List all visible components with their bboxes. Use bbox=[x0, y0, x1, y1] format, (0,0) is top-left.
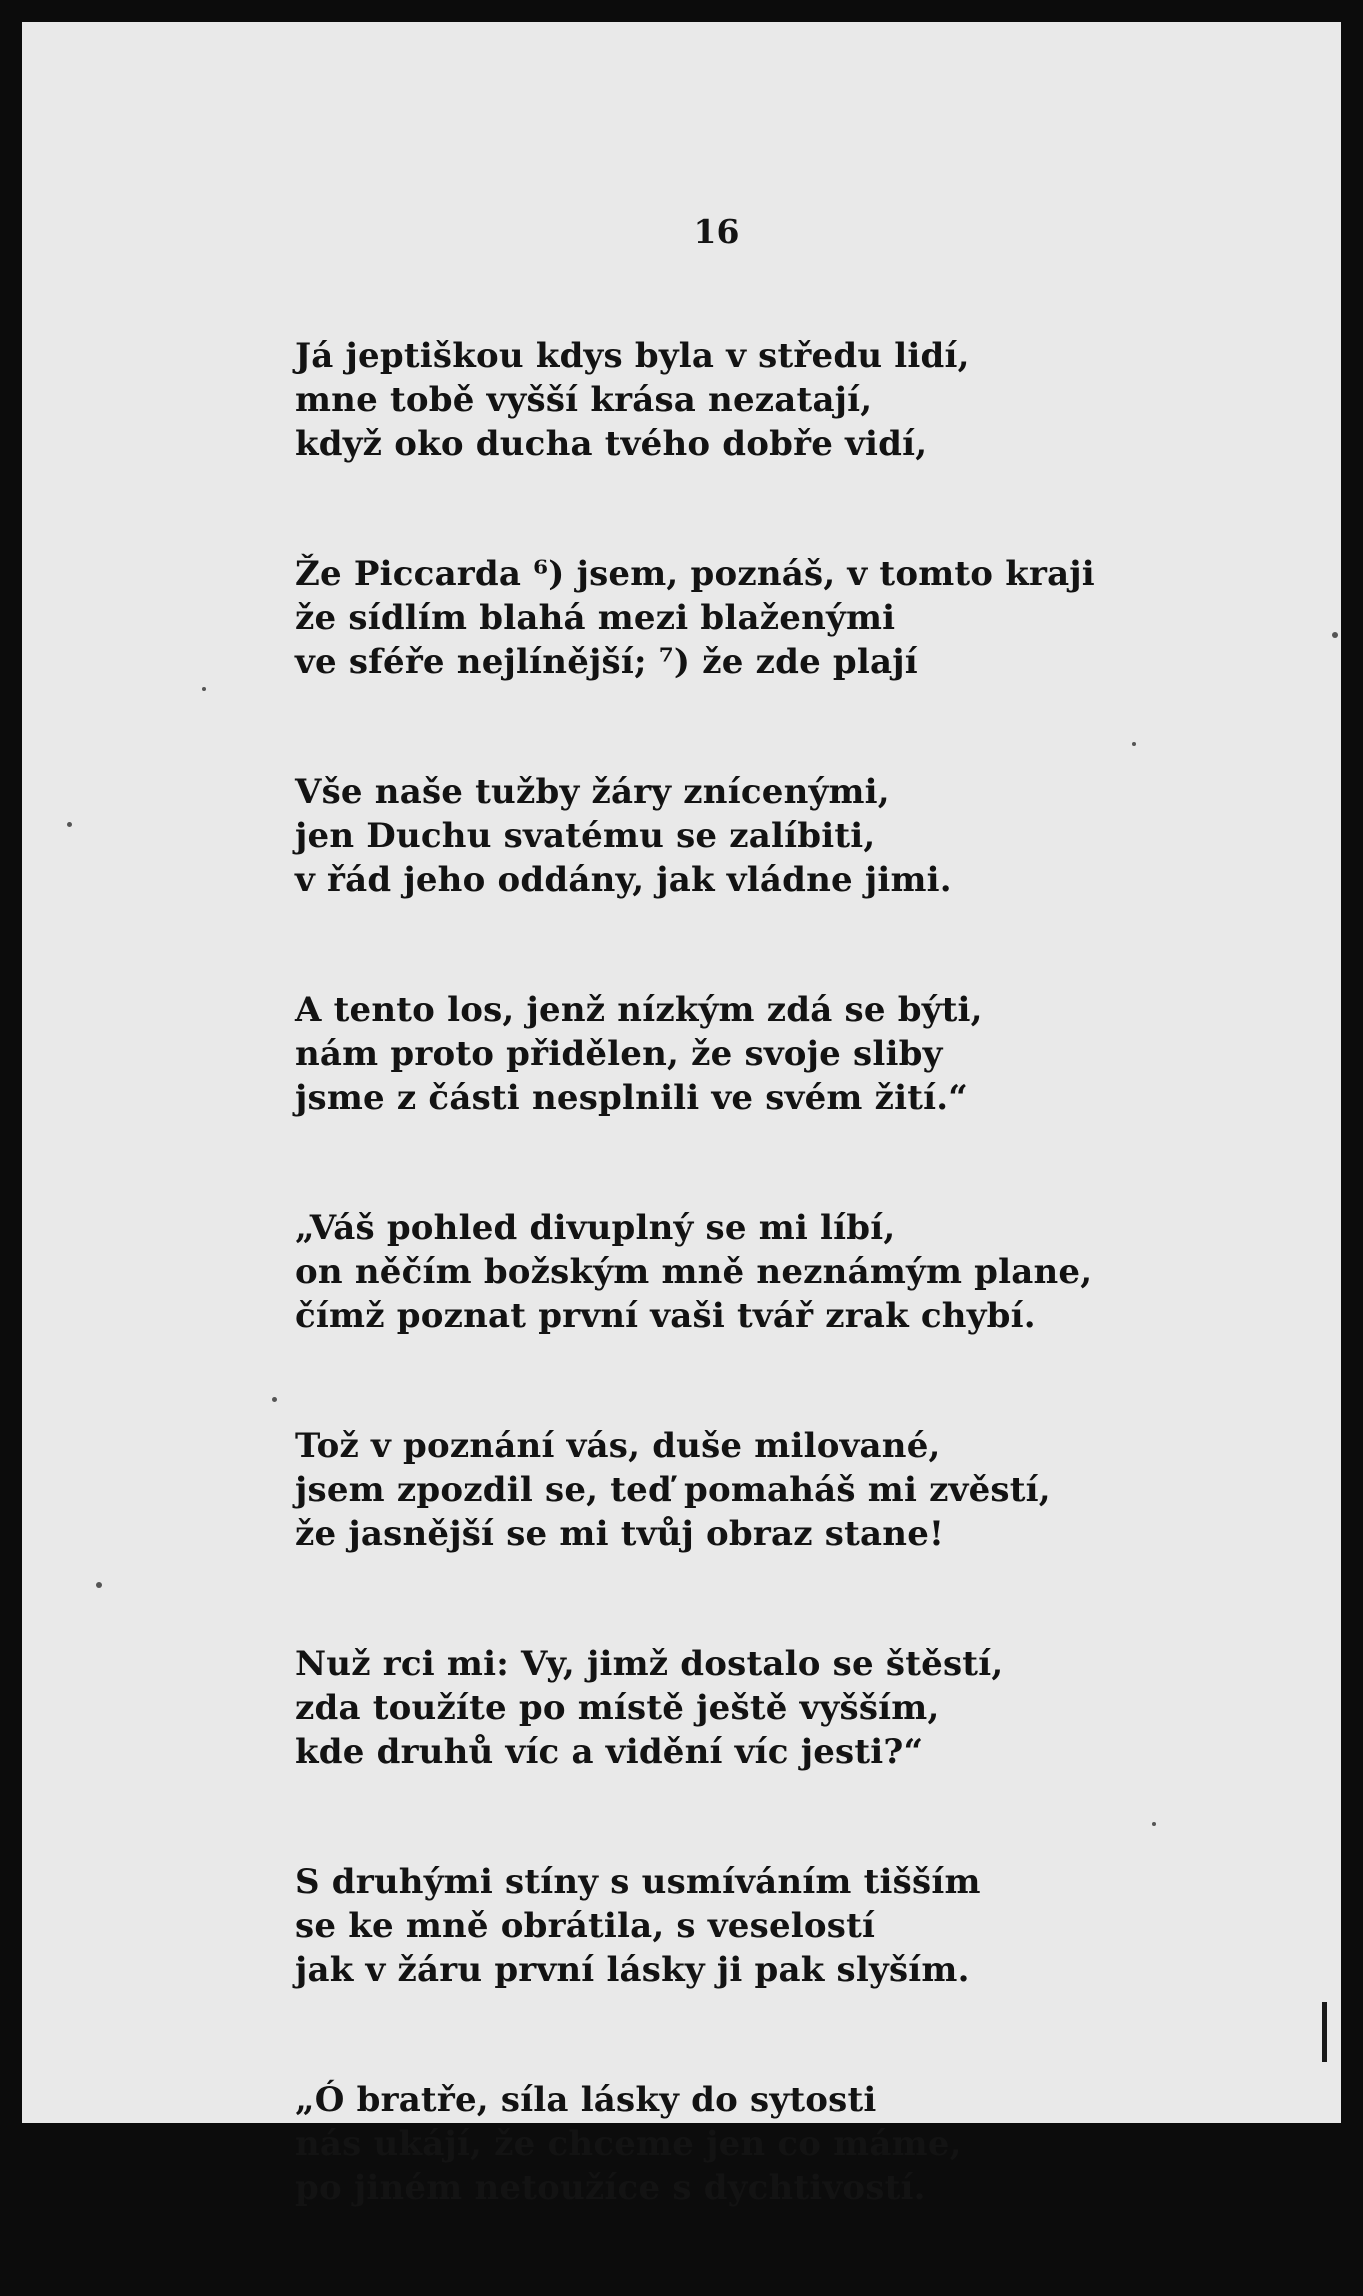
verse-line: Vše naše tužby žáry znícenými, bbox=[295, 772, 890, 812]
verse-line: se ke mně obrátila, s veselostí bbox=[295, 1906, 876, 1946]
verse-line: čímž poznat první vaši tvář zrak chybí. bbox=[295, 1296, 1036, 1336]
verse-line: Tož v poznání vás, duše milované, bbox=[295, 1426, 941, 1466]
scan-speck bbox=[1152, 1822, 1156, 1826]
verse-line: zda toužíte po místě ještě vyšším, bbox=[295, 1688, 940, 1728]
scan-speck bbox=[1132, 742, 1136, 746]
stanza bbox=[295, 552, 1335, 684]
verse-line: S druhými stíny s usmíváním tišším bbox=[295, 1862, 981, 1902]
scan-speck bbox=[67, 822, 72, 827]
verse-line: že jasnější se mi tvůj obraz stane! bbox=[295, 1514, 945, 1554]
stanza bbox=[295, 1860, 1335, 1992]
verse-line: nás ukájí, že chceme jen co máme, bbox=[295, 2124, 962, 2164]
stanza bbox=[295, 1206, 1335, 1338]
scan-speck bbox=[96, 1582, 102, 1588]
verse-line: když oko ducha tvého dobře vidí, bbox=[295, 424, 928, 464]
verse-line: Že Piccarda ⁶) jsem, poznáš, v tomto kraji bbox=[295, 554, 1095, 594]
scan-edge-mark bbox=[1322, 2002, 1327, 2062]
stanza bbox=[295, 1424, 1335, 1556]
stanza bbox=[295, 770, 1335, 902]
verse-line: Nuž rci mi: Vy, jimž dostalo se štěstí, bbox=[295, 1644, 1004, 1684]
stanza bbox=[295, 2078, 1335, 2210]
verse-line: „Váš pohled divuplný se mi líbí, bbox=[295, 1208, 896, 1248]
verse-line: mne tobě vyšší krása nezatají, bbox=[295, 380, 873, 420]
verse-line: jsme z části nesplnili ve svém žití.“ bbox=[295, 1078, 969, 1118]
book-page bbox=[22, 22, 1341, 2208]
verse-line: jsem zpozdil se, teď pomaháš mi zvěstí, bbox=[295, 1470, 1051, 1510]
verse-line: Já jeptiškou kdys byla v středu lidí, bbox=[295, 336, 970, 376]
verse-line: jen Duchu svatému se zalíbiti, bbox=[295, 816, 876, 856]
scan-speck bbox=[272, 1397, 277, 1402]
stanza bbox=[295, 334, 1335, 466]
page-number: 16 bbox=[693, 212, 740, 251]
verse-line: nám proto přidělen, že svoje sliby bbox=[295, 1034, 943, 1074]
verse-line: ve sféře nejlínější; ⁷) že zde plají bbox=[295, 642, 918, 682]
verse-line: jak v žáru první lásky ji pak slyším. bbox=[295, 1950, 970, 1990]
verse-line: po jiném netoužíce s dychtivostí. bbox=[295, 2168, 926, 2208]
stanza bbox=[295, 1642, 1335, 1774]
stanza bbox=[295, 988, 1335, 1120]
verse-line: kde druhů víc a vidění víc jesti?“ bbox=[295, 1732, 924, 1772]
scan-speck bbox=[1332, 632, 1338, 638]
verse-line: A tento los, jenž nízkým zdá se býti, bbox=[295, 990, 983, 1030]
poem-text bbox=[295, 334, 1335, 2296]
verse-line: on něčím božským mně neznámým plane, bbox=[295, 1252, 1093, 1292]
verse-line: že sídlím blahá mezi blaženými bbox=[295, 598, 896, 638]
verse-line: „Ó bratře, síla lásky do sytosti bbox=[295, 2080, 877, 2120]
verse-line: v řád jeho oddány, jak vládne jimi. bbox=[295, 860, 952, 900]
scan-speck bbox=[202, 687, 206, 691]
